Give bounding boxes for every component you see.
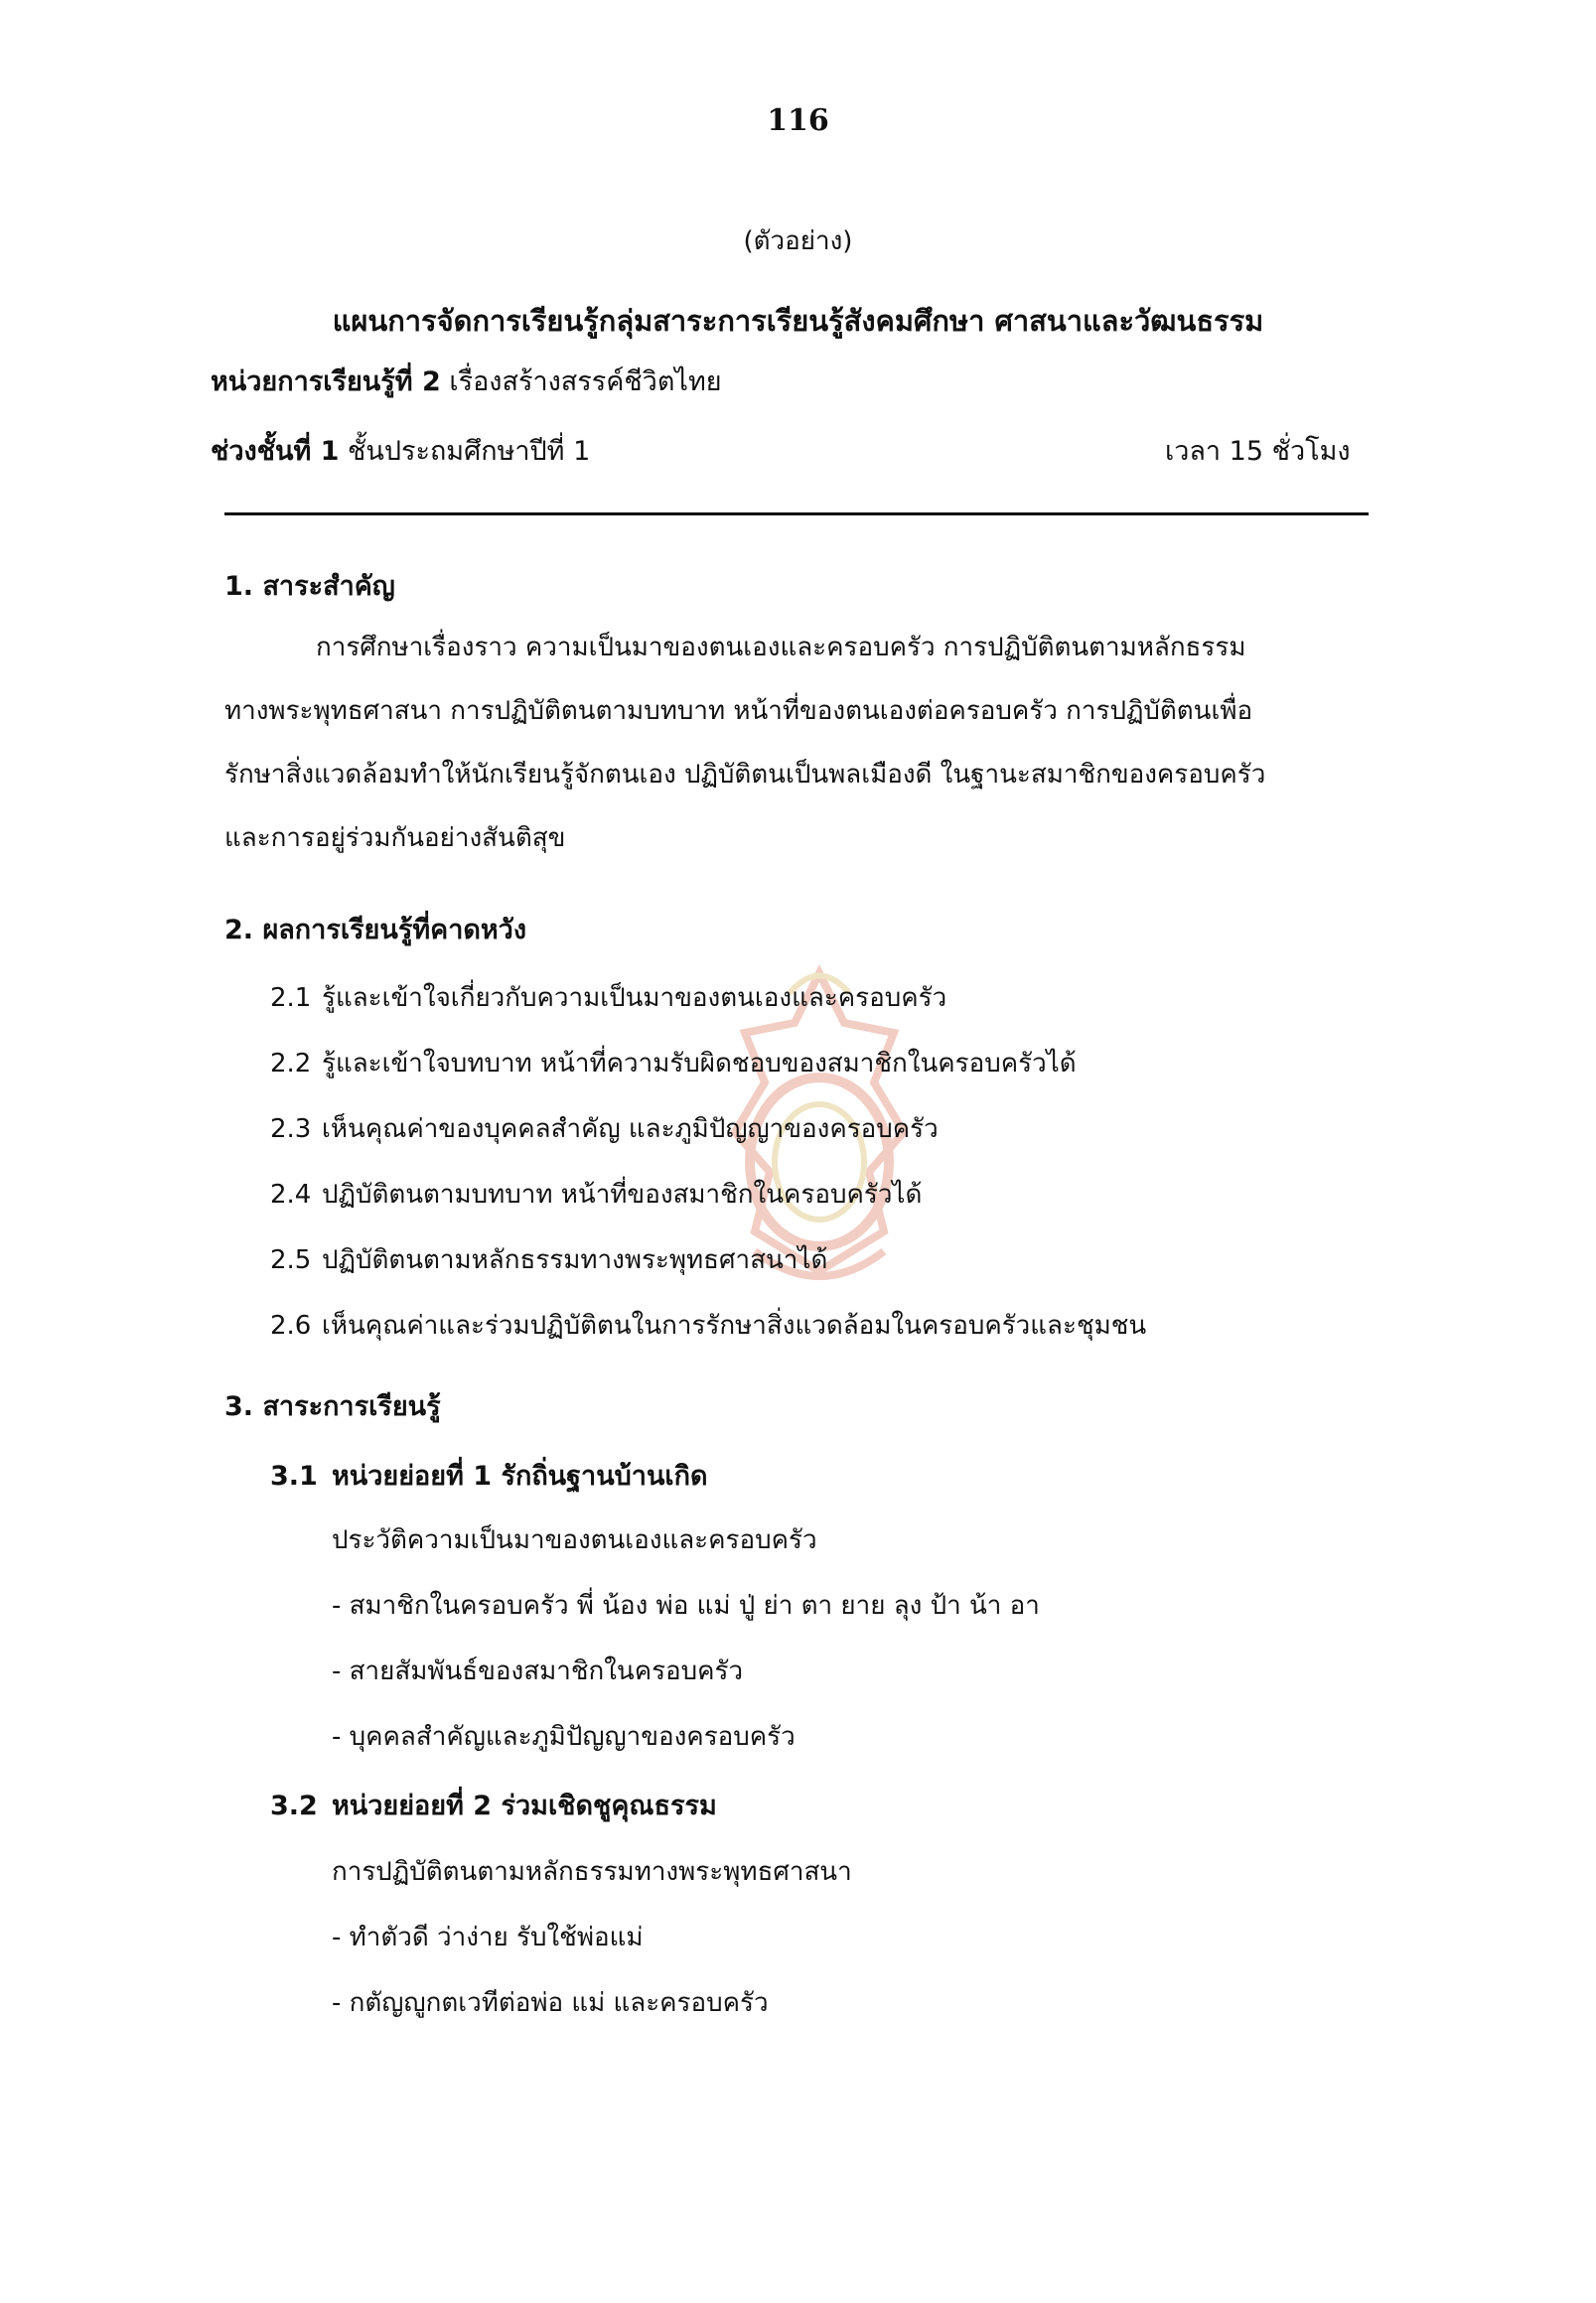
section-3-heading: 3. สาระการเรียนรู้ bbox=[224, 1391, 441, 1422]
unit-line bbox=[211, 360, 722, 402]
section-1-line: ทางพระพุทธศาสนา การปฏิบัติตนตามบทบาท หน้าที่ของตนเองต่อครอบครัว การปฏิบัติตนเพื่อ bbox=[224, 696, 1253, 726]
plan-title: แผนการจัดการเรียนรู้กลุ่มสาระการเรียนรู้สังคมศึกษา ศาสนาและวัฒนธรรม bbox=[332, 304, 1264, 338]
outcome-text: รู้และเข้าใจเกี่ยวกับความเป็นมาของตนเองและครอบครัว bbox=[322, 983, 947, 1013]
outcome-number: 2.6 bbox=[270, 1311, 312, 1341]
subunit-number: 3.1 bbox=[270, 1461, 318, 1492]
subunit-1-line: ประวัติความเป็นมาของตนเองและครอบครัว bbox=[332, 1525, 817, 1555]
subunit-title: หน่วยย่อยที่ 2 ร่วมเชิดชูคุณธรรม bbox=[332, 1791, 717, 1821]
unit-label: หน่วยการเรียนรู้ที่ 2 bbox=[211, 366, 441, 397]
section-1-body bbox=[224, 616, 1369, 870]
outcome-number: 2.5 bbox=[270, 1245, 312, 1275]
example-label: (ตัวอย่าง) bbox=[743, 226, 853, 256]
subunit-1-line: - บุคคลสำคัญและภูมิปัญญาของครอบครัว bbox=[332, 1722, 796, 1752]
section-1-heading: 1. สาระสำคัญ bbox=[224, 571, 395, 602]
outcome-item bbox=[270, 1108, 939, 1149]
subunit-1-line: - สมาชิกในครอบครัว พี่ น้อง พ่อ แม่ ปู่ ย่า ตา ยาย ลุง ป้า น้า อา bbox=[332, 1591, 1040, 1621]
grade-value: ชั้นประถมศึกษาปีที่ 1 bbox=[348, 436, 591, 467]
outcome-text: ปฏิบัติตนตามบทบาท หน้าที่ของสมาชิกในครอบครัวได้ bbox=[322, 1180, 923, 1210]
outcome-number: 2.2 bbox=[270, 1049, 312, 1079]
subunit-2-heading bbox=[270, 1784, 717, 1826]
grade-label: ช่วงชั้นที่ 1 bbox=[211, 436, 340, 467]
page-number: 116 bbox=[767, 103, 829, 138]
outcome-item bbox=[270, 1043, 1077, 1083]
header-divider bbox=[224, 512, 1369, 515]
subunit-2-line: - กตัญญูกตเวทีต่อพ่อ แม่ และครอบครัว bbox=[332, 1988, 769, 2018]
outcome-text: ปฏิบัติตนตามหลักธรรมทางพระพุทธศาสนาได้ bbox=[322, 1245, 828, 1275]
time-allocation: เวลา 15 ชั่วโมง bbox=[1165, 436, 1351, 467]
outcome-text: เห็นคุณค่าและร่วมปฏิบัติตนในการรักษาสิ่งแวดล้อมในครอบครัวและชุมชน bbox=[322, 1311, 1147, 1341]
section-2-heading: 2. ผลการเรียนรู้ที่คาดหวัง bbox=[224, 915, 527, 945]
outcome-number: 2.1 bbox=[270, 983, 312, 1013]
subunit-title: หน่วยย่อยที่ 1 รักถิ่นฐานบ้านเกิด bbox=[332, 1461, 708, 1492]
subunit-1-heading bbox=[270, 1454, 708, 1497]
outcome-number: 2.3 bbox=[270, 1114, 312, 1144]
subunit-1-line: - สายสัมพันธ์ของสมาชิกในครอบครัว bbox=[332, 1656, 744, 1686]
outcome-item bbox=[270, 1239, 827, 1280]
grade-line bbox=[211, 429, 590, 472]
subunit-number: 3.2 bbox=[270, 1791, 318, 1821]
section-1-line: และการอยู่ร่วมกันอย่างสันติสุข bbox=[224, 823, 566, 853]
unit-name: เรื่องสร้างสรรค์ชีวิตไทย bbox=[449, 366, 722, 397]
outcome-number: 2.4 bbox=[270, 1180, 312, 1210]
outcome-item bbox=[270, 1174, 922, 1215]
outcome-text: เห็นคุณค่าของบุคคลสำคัญ และภูมิปัญญาของครอบครัว bbox=[322, 1114, 939, 1144]
outcome-item bbox=[270, 977, 946, 1018]
subunit-2-line: การปฏิบัติตนตามหลักธรรมทางพระพุทธศาสนา bbox=[332, 1857, 852, 1887]
outcome-item bbox=[270, 1305, 1146, 1346]
section-1-line: การศึกษาเรื่องราว ความเป็นมาของตนเองและครอบครัว การปฏิบัติตนตามหลักธรรม bbox=[316, 633, 1246, 662]
outcome-text: รู้และเข้าใจบทบาท หน้าที่ความรับผิดชอบของสมาชิกในครอบครัวได้ bbox=[322, 1049, 1077, 1079]
section-1-line: รักษาสิ่งแวดล้อมทำให้นักเรียนรู้จักตนเอง ปฏิบัติตนเป็นพลเมืองดี ในฐานะสมาชิกของครอบครัว bbox=[224, 760, 1266, 790]
subunit-2-line: - ทำตัวดี ว่าง่าย รับใช้พ่อแม่ bbox=[332, 1923, 644, 1952]
